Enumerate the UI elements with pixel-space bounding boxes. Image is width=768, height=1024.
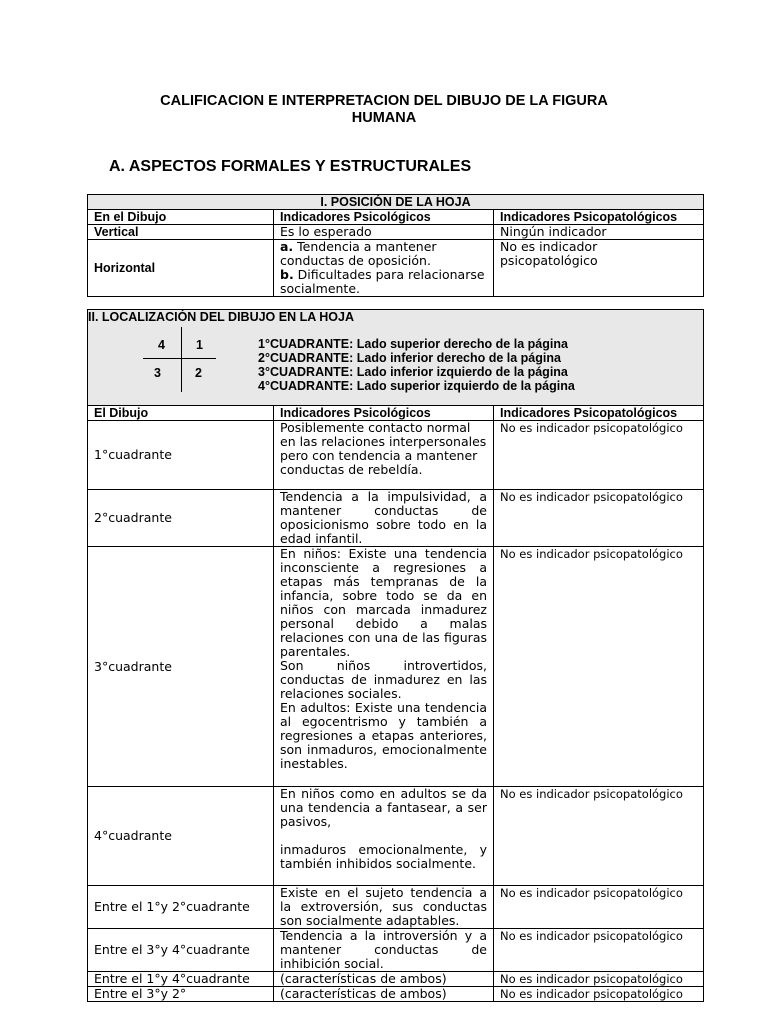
table1-header-psicopatologicos: Indicadores Psicopatológicos: [494, 210, 704, 225]
table2-row8-psicologicos: (características de ambos): [274, 987, 494, 1002]
table1-row1-dibujo: Vertical: [88, 225, 274, 240]
table2-row3-paragraph-adultos: En adultos: Existe una tendencia al egocentrismo y también a regresiones a etapas anteriores, son inmaduros, emocionalmente inestables.: [280, 700, 487, 771]
table1-row2-label-b: b.: [280, 267, 294, 282]
quadrant-cross-horizontal: [143, 358, 216, 359]
table2-row4-dibujo: 4°cuadrante: [88, 787, 274, 886]
quadrant-line-4: 4°CUADRANTE: Lado superior izquierdo de la página: [258, 379, 575, 393]
table1-row2-text-b: Dificultades para relacionarse socialmente.: [280, 267, 485, 296]
table-row: [88, 787, 704, 886]
table2-row5-psicopatologicos: No es indicador psicopatológico: [494, 886, 704, 929]
section-heading-a: A. ASPECTOS FORMALES Y ESTRUCTURALES: [109, 158, 472, 175]
table1-row2-psicologicos: [274, 240, 494, 297]
table-row: [88, 987, 704, 1002]
title-line-1: CALIFICACION E INTERPRETACION DEL DIBUJO DE LA FIGURA: [160, 93, 608, 109]
table-localizacion-dibujo: [87, 309, 704, 1002]
table2-row6-psicologicos: Tendencia a la introversión y a mantener conductas de inhibición social.: [274, 929, 494, 972]
table2-row3-dibujo: 3°cuadrante: [88, 547, 274, 787]
quadrant-legend: [88, 310, 703, 405]
table2-row7-psicopatologicos: No es indicador psicopatológico: [494, 972, 704, 987]
table2-row8-dibujo: Entre el 3°y 2°: [88, 987, 274, 1002]
table1-header-dibujo: En el Dibujo: [88, 210, 274, 225]
table2-row6-psicopatologicos: No es indicador psicopatológico: [494, 929, 704, 972]
table-row: [88, 490, 704, 547]
quadrant-line-1: 1°CUADRANTE: Lado superior derecho de la página: [258, 337, 568, 351]
quadrant-line-2: 2°CUADRANTE: Lado inferior derecho de la página: [258, 351, 561, 365]
table2-header-psicologicos: Indicadores Psicológicos: [274, 406, 494, 421]
table1-row2-text-a: Tendencia a mantener conductas de oposición.: [280, 239, 437, 268]
table-posicion-hoja: [87, 194, 704, 297]
table1-row2-dibujo: Horizontal: [88, 240, 274, 297]
table2-caption: II. LOCALIZACIÓN DEL DIBUJO EN LA HOJA: [88, 310, 354, 324]
table2-row3-psicologicos: [274, 547, 494, 787]
table2-row3-paragraph-introvertidos: Son niños introvertidos, conductas de inmadurez en las relaciones sociales.: [280, 658, 487, 701]
table2-row7-dibujo: Entre el 1°y 4°cuadrante: [88, 972, 274, 987]
table2-row2-psicologicos: Tendencia a la impulsividad, a mantener conductas de oposicionismo sobre todo en la edad infantil.: [274, 490, 494, 547]
table2-row5-dibujo: Entre el 1°y 2°cuadrante: [88, 886, 274, 929]
table2-row3-psicopatologicos: No es indicador psicopatológico: [494, 547, 704, 787]
quadrant-number-2: 2: [195, 366, 202, 380]
quadrant-number-4: 4: [158, 338, 165, 352]
table-row: [88, 886, 704, 929]
table2-caption-cell: [88, 310, 704, 406]
table2-row4-paragraph-1: En niños como en adultos se da una tendencia a fantasear, a ser pasivos,: [280, 786, 487, 829]
table1-row2-label-a: a.: [280, 239, 294, 254]
table2-row7-psicologicos: (características de ambos): [274, 972, 494, 987]
table2-row4-psicologicos: [274, 787, 494, 886]
table2-row6-dibujo: Entre el 3°y 4°cuadrante: [88, 929, 274, 972]
table2-row3-paragraph-ninos: En niños: Existe una tendencia inconsciente a regresiones a etapas más tempranas de la infancia, sobre todo se da en niños con marcada inmadurez personal debido a malas relaciones con una de las figuras parentales.: [280, 546, 487, 659]
table2-row2-dibujo: 2°cuadrante: [88, 490, 274, 547]
table-row: [88, 421, 704, 490]
table-row: [88, 240, 704, 297]
table2-row5-psicologicos: Existe en el sujeto tendencia a la extroversión, sus conductas son socialmente adaptables.: [274, 886, 494, 929]
table-row: [88, 547, 704, 787]
table-row: [88, 225, 704, 240]
quadrant-line-3: 3°CUADRANTE: Lado inferior izquierdo de la página: [258, 365, 568, 379]
table-row: [88, 972, 704, 987]
table1-row1-psicopatologicos: Ningún indicador: [494, 225, 704, 240]
table1-caption: I. POSICIÓN DE LA HOJA: [88, 195, 704, 210]
quadrant-number-1: 1: [196, 338, 203, 352]
table1-header-psicologicos: Indicadores Psicológicos: [274, 210, 494, 225]
table2-row4-psicopatologicos: No es indicador psicopatológico: [494, 787, 704, 886]
quadrant-cross-vertical: [181, 327, 182, 392]
table2-row1-psicologicos: Posiblemente contacto normal en las relaciones interpersonales pero con tendencia a mantener conductas de rebeldía.: [274, 421, 494, 490]
title-line-2: HUMANA: [351, 110, 417, 126]
table1-row2-psicopatologicos: No es indicador psicopatológico: [494, 240, 704, 297]
table2-row8-psicopatologicos: No es indicador psicopatológico: [494, 987, 704, 1002]
quadrant-descriptions: [258, 337, 575, 393]
table2-row4-paragraph-2: inmaduros emocionalmente, y también inhibidos socialmente.: [280, 842, 487, 871]
table2-row2-psicopatologicos: No es indicador psicopatológico: [494, 490, 704, 547]
document-title: [0, 93, 768, 127]
quadrant-number-3: 3: [154, 366, 161, 380]
table2-row1-psicopatologicos: No es indicador psicopatológico: [494, 421, 704, 490]
table2-row4-spacer: [280, 829, 487, 843]
table2-header-dibujo: El Dibujo: [88, 406, 274, 421]
table2-header-psicopatologicos: Indicadores Psicopatológicos: [494, 406, 704, 421]
table1-row1-psicologicos: Es lo esperado: [274, 225, 494, 240]
table2-row1-dibujo: 1°cuadrante: [88, 421, 274, 490]
table-row: [88, 929, 704, 972]
